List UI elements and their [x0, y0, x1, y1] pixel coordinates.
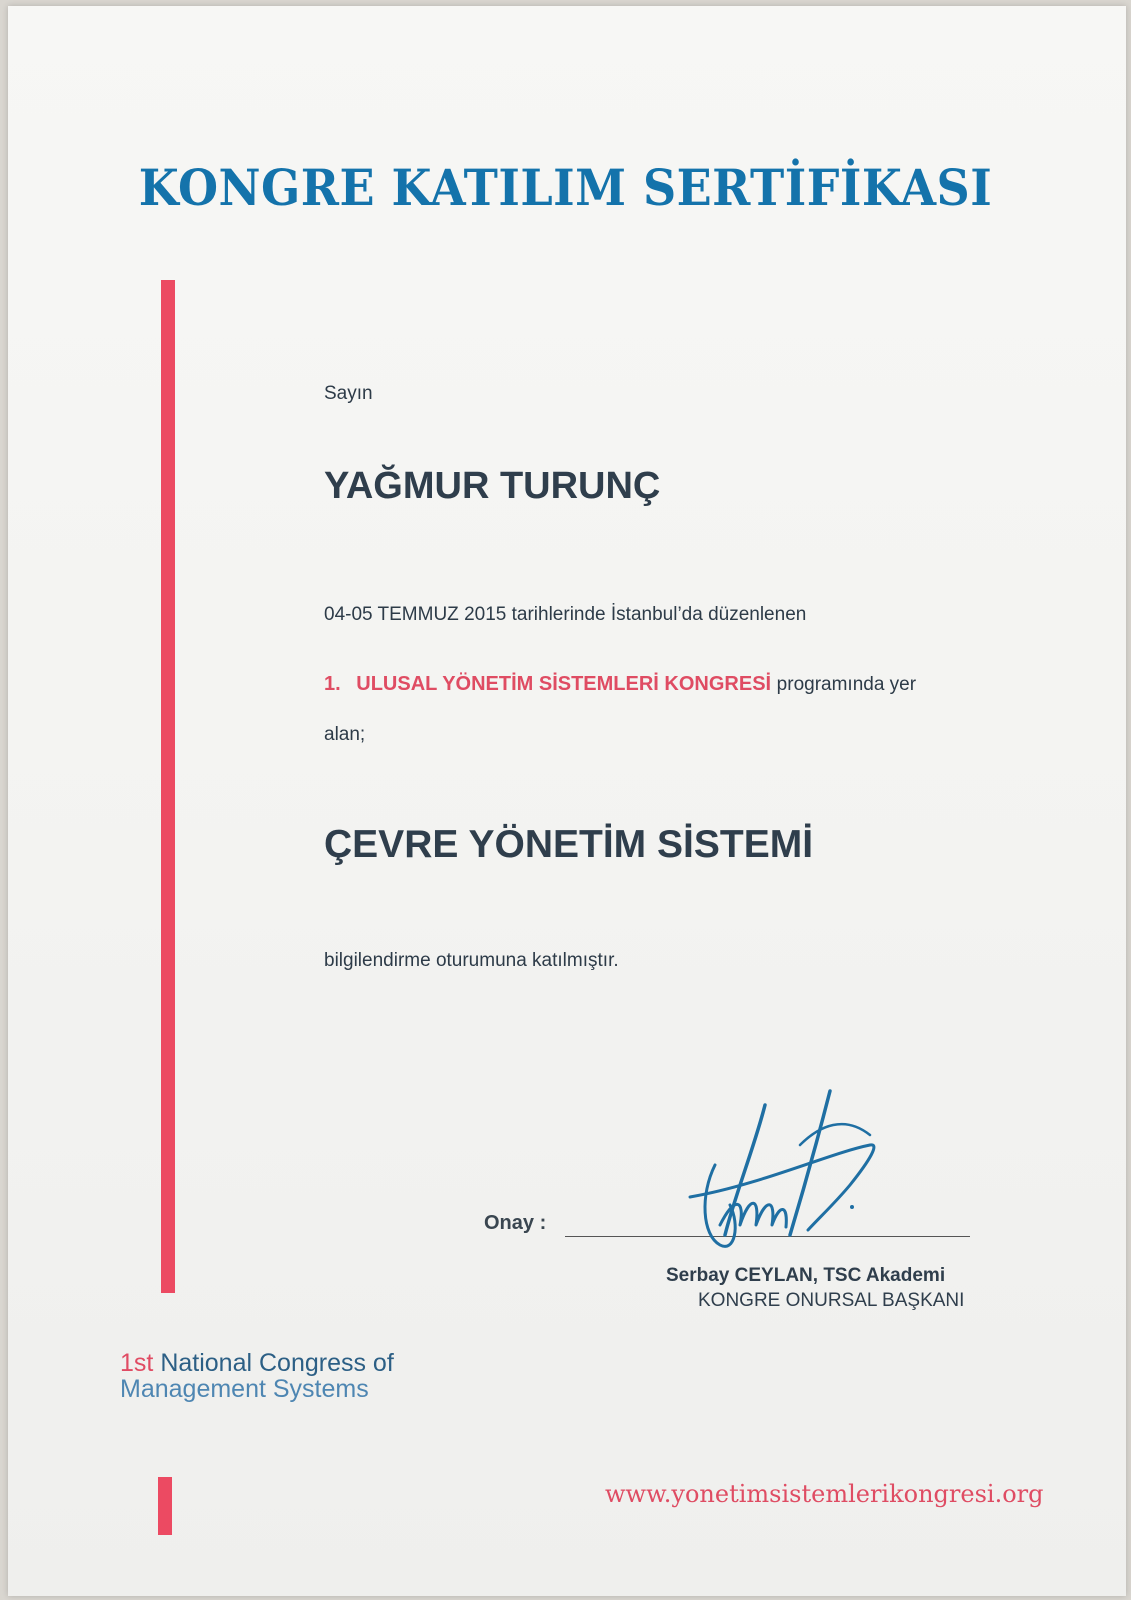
recipient-name: YAĞMUR TURUNÇ [324, 465, 661, 507]
accent-bar [161, 280, 175, 1293]
date-location-line: 04-05 TEMMUZ 2015 tarihlerinde İstanbul’da düzenlenen [324, 604, 807, 625]
logo-line-1-rest: National Congress of [160, 1349, 394, 1377]
congress-number: 1. [324, 673, 341, 695]
handwritten-signature [680, 1085, 900, 1270]
signer-title: KONGRE ONURSAL BAŞKANI [698, 1290, 965, 1311]
logo-line-2: Management Systems [120, 1375, 369, 1403]
salutation: Sayın [324, 383, 373, 404]
congress-name: ULUSAL YÖNETİM SİSTEMLERİ KONGRESİ [356, 673, 772, 695]
congress-line [324, 673, 916, 696]
session-topic: ÇEVRE YÖNETİM SİSTEMİ [324, 823, 814, 866]
congress-logo [120, 1350, 394, 1402]
website-url: www.yonetimsistemlerikongresi.org [605, 1480, 1044, 1508]
footer-accent-bar [158, 1477, 172, 1535]
closing-line: bilgilendirme oturumuna katılmıştır. [324, 950, 619, 971]
congress-suffix-continued: alan; [324, 724, 366, 745]
certificate-title: KONGRE KATILIM SERTİFİKASI [138, 158, 993, 217]
logo-line-1 [120, 1350, 394, 1376]
signer-name: Serbay CEYLAN, TSC Akademi [666, 1265, 946, 1286]
congress-suffix: programında yer [776, 674, 917, 695]
approval-label: Onay : [484, 1212, 547, 1234]
logo-ordinal: 1st [120, 1349, 154, 1377]
